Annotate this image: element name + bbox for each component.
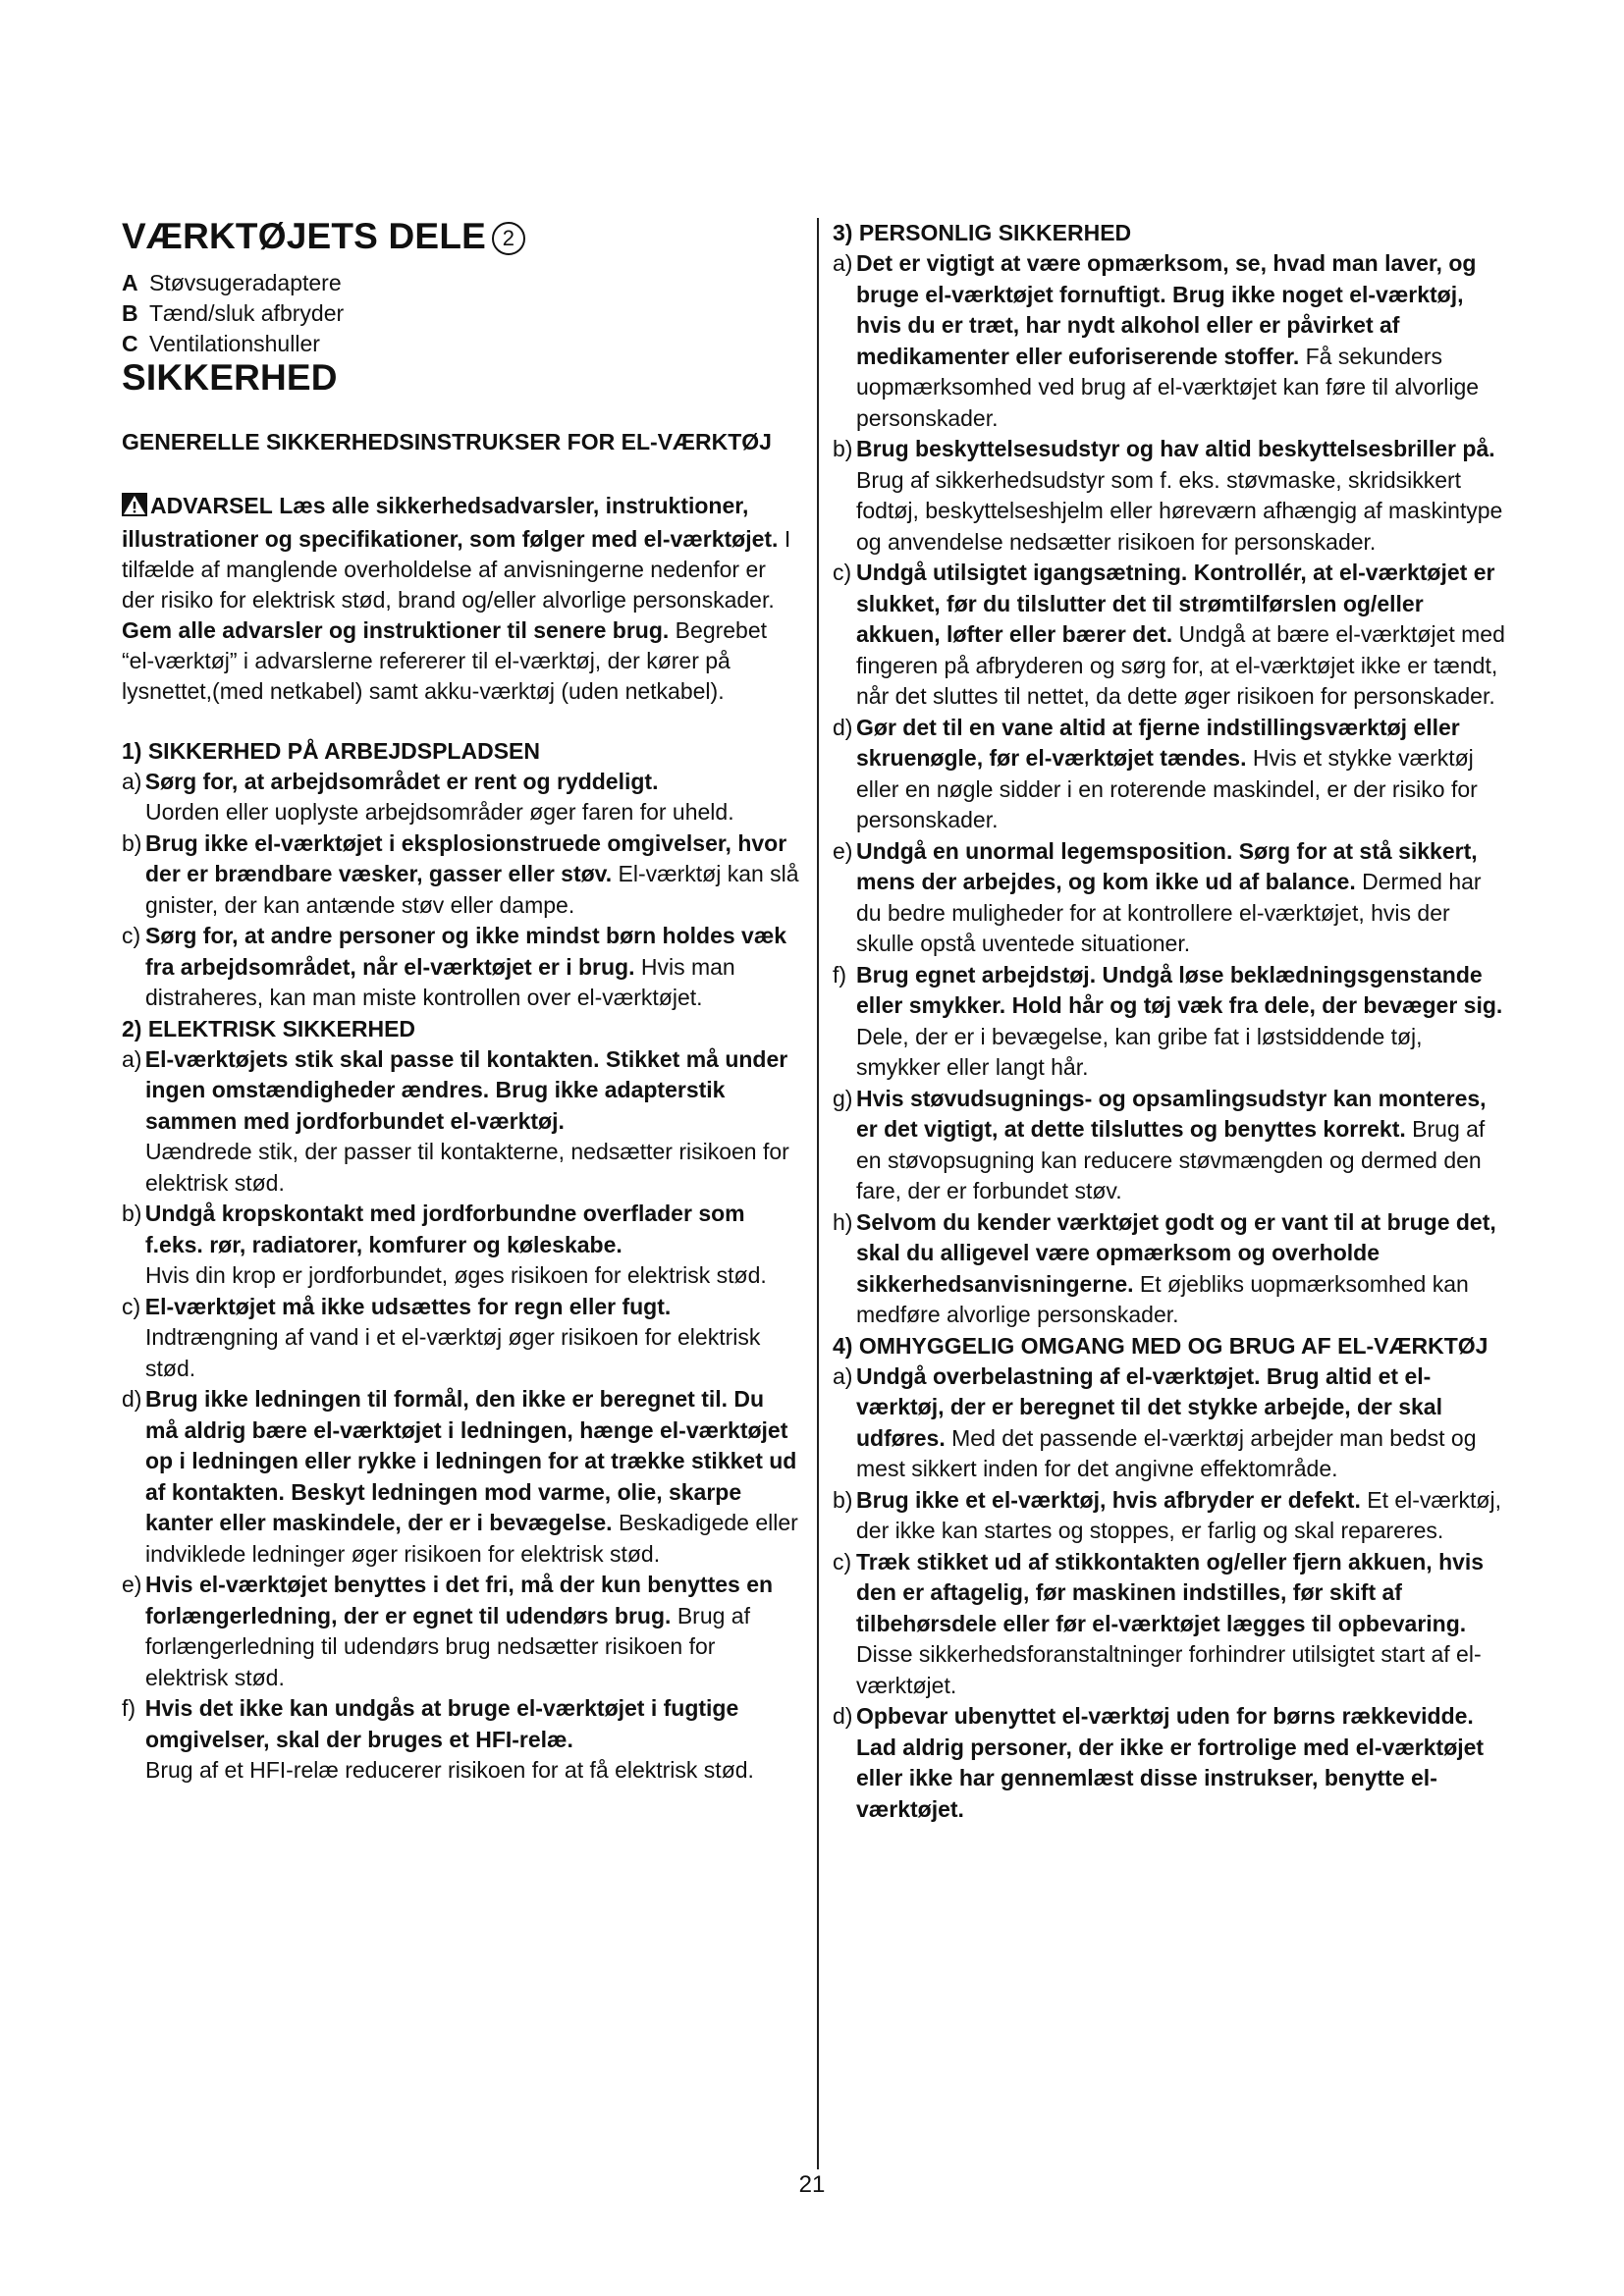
warning-triangle-icon [122,493,147,524]
left-column [122,218,799,1787]
list-item: e) Hvis el-værktøjet benyttes i det fri, må der kun benyttes en forlængerledning, der er egnet til udendørs brug. Brug af forlængerledning til udendørs brug nedsætter risikoen for elektrisk stød. [122,1572,774,1690]
list-item: f) Brug egnet arbejdstøj. Undgå løse beklædningsgenstande eller smykker. Hold hår og tøj væk fra dele, der bevæger sig. Dele, der er i bevægelse, kan gribe fat i løstsiddende tøj, smykker eller langt hår. [833,961,1503,1080]
list-item: d) Opbevar ubenyttet el-værktøj uden for børns rækkevidde. Lad aldrig personer, der ikke er fortrolige med el-værktøjet eller ikke har gennemlæst disse instrukser, benytte el-værktøjet. [833,1703,1485,1822]
safety-heading: SIKKERHED [122,356,338,398]
page-number: 21 [798,2171,826,2198]
list-item: e) Undgå en unormal legemsposition. Sørg for at stå sikkert, mens der arbejdes, og kom ikke ud af balance. Dermed har du bedre muligheder for at kontrollere el-værktøjet, hvis der skulle opstå uventede situationer. [833,837,1482,956]
list-item: c) Sørg for, at andre personer og ikke mindst børn holdes væk fra arbejdsområdet, når el-værktøjet er i brug. Hvis man distraheres, kan man miste kontrollen over el-værktøjet. [122,923,787,1011]
warning-paragraph: ADVARSEL Læs alle sikkerhedsadvarsler, instruktioner, illustrationer og specifikationer, som følger med el-værktøjet. I tilfælde af manglende overholdelse af anvisningerne nedenfor er der risiko for elektrisk stød, brand og/eller alvorlige personskader. Gem alle advarsler og instruktioner til senere brug. Begrebet “el-værktøj” i advarslerne refererer til el-værktøj, der kører på lysnettet,(med netkabel) samt akku-værktøj (uden netkabel). [122,492,791,704]
section-heading: 2) ELEKTRISK SIKKERHED [122,1015,416,1041]
section-heading: 1) SIKKERHED PÅ ARBEJDSPLADSEN [122,737,540,764]
list-item: C Ventilationshuller [122,330,320,356]
list-item: c) Undgå utilsigtet igangsætning. Kontrollér, at el-værktøjet er slukket, før du tilslutter det til strømtilførslen og/eller akkuen, løfter eller bærer det. Undgå at bære el-værktøjet med fingeren på afbryderen og sørg for, at el-værktøjet ikke er tændt, når det sluttes til nettet, da dette øger risikoen for personskader. [833,560,1505,709]
list-item: h) Selvom du kender værktøjet godt og er vant til at bruge det, skal du alligevel være opmærksom og overholde sikkerhedsanvisningerne. Et øjebliks uopmærksomhed kan medføre alvorlige personskader. [833,1208,1496,1327]
list-item: a) Det er vigtigt at være opmærksom, se, hvad man laver, og bruge el-værktøjet fornuftigt. Brug ikke noget el-værktøj, hvis du er træt, har nydt alkohol eller er påvirket af medikamenter eller euforiserende stoffer. Få sekunders uopmærksomhed ved brug af el-værktøjet kan føre til alvorlige personskader. [833,250,1480,431]
list-item: a) Undgå overbelastning af el-værktøjet. Brug altid et el-værktøj, der er beregnet til det stykke arbejde, der skal udføres. Med det passende el-værktøj arbejder man bedst og mest sikkert inden for det angivne effektområde. [833,1362,1477,1481]
list-item: d) Gør det til en vane altid at fjerne indstillingsværktøj eller skruenøgle, før el-værktøjet tændes. Hvis et stykke værktøj eller en nøgle sidder i en roterende maskindel, er der risiko for personskader. [833,714,1478,832]
list-item: c) Træk stikket ud af stikkontakten og/eller fjern akkuen, hvis den er aftagelig, før maskinen indstilles, før skift af tilbehørsdele eller før el-værktøjet lægges til opbevaring. Disse sikkerhedsforanstaltninger forhindrer utilsigtet start af el-værktøjet. [833,1548,1485,1698]
section-heading: 3) PERSONLIG SIKKERHED [833,220,1132,245]
list-item: b) Brug beskyttelsesudstyr og hav altid beskyttelsesbriller på. Brug af sikkerhedsudstyr som f. eks. støvmaske, skridsikkert fodtøj, beskyttelseshjelm eller høreværn afhængig af maskintype og anvendelse nedsætter risikoen for personskader. [833,436,1503,555]
list-item: a) El-værktøjets stik skal passe til kontakten. Stikket må under ingen omstændigheder ændres. Brug ikke adapterstik sammen med jordforbundet el-værktøj. Uændrede stik, der passer til kontakterne, nedsætter risikoen for elektrisk stød. [122,1045,789,1196]
list-item: b) Brug ikke et el-værktøj, hvis afbryder er defekt. Et el-værktøj, der ikke kan startes og stoppes, er farlig og skal repareres. [833,1486,1501,1543]
list-item: b) Undgå kropskontakt med jordforbundne overflader som f.eks. rør, radiatorer, komfurer og køleskabe. Hvis din krop er jordforbundet, øges risikoen for elektrisk stød. [122,1201,767,1289]
list-item: b) Brug ikke el-værktøjet i eksplosionstruede omgivelser, hvor der er brændbare væsker, gasser eller støv. El-værktøj kan slå gnister, der kan antænde støv eller dampe. [122,829,799,918]
list-item: A Støvsugeradaptere [122,269,342,295]
safety-subtitle: GENERELLE SIKKERHEDSINSTRUKSER FOR EL-VÆRKTØJ [122,428,772,454]
list-item: f) Hvis det ikke kan undgås at bruge el-værktøjet i fugtige omgivelser, skal der bruges et HFI-relæ. Brug af et HFI-relæ reducerer risikoen for at få elektrisk stød. [122,1695,754,1784]
parts-list [122,268,799,359]
list-item: a) Sørg for, at arbejdsområdet er rent og ryddeligt. Uorden eller uoplyste arbejdsområder øger faren for uheld. [122,768,734,826]
list-item: B Tænd/sluk afbryder [122,299,345,326]
list-item: g) Hvis støvudsugnings- og opsamlingsudstyr kan monteres, er det vigtigt, at dette tilsluttes og benyttes korrekt. Brug af en støvopsugning kan reducere støvmængden og dermed den fare, der er forbundet støv. [833,1085,1487,1203]
right-column [833,218,1512,1825]
section-heading: 4) OMHYGGELIG OMGANG MED OG BRUG AF EL-VÆRKTØJ [833,1332,1489,1359]
list-item: c) El-værktøjet må ikke udsættes for regn eller fugt. Indtrængning af vand i et el-værktøj øger risikoen for elektrisk stød. [122,1293,761,1381]
parts-heading: VÆRKTØJETS DELE 2 [122,218,799,256]
list-item: d) Brug ikke ledningen til formål, den ikke er beregnet til. Du må aldrig bære el-værktøjet i ledningen, hænge el-værktøjet op i ledningen eller rykke i ledningen for at trække stikket ud af kontakten. Beskyt ledningen mod varme, olie, skarpe kanter eller maskindele, der er i bevægelse. Beskadigede eller indviklede ledninger øger risikoen for elektrisk stød. [122,1386,798,1567]
column-divider [817,218,819,2169]
figure-ref-badge: 2 [492,222,525,255]
